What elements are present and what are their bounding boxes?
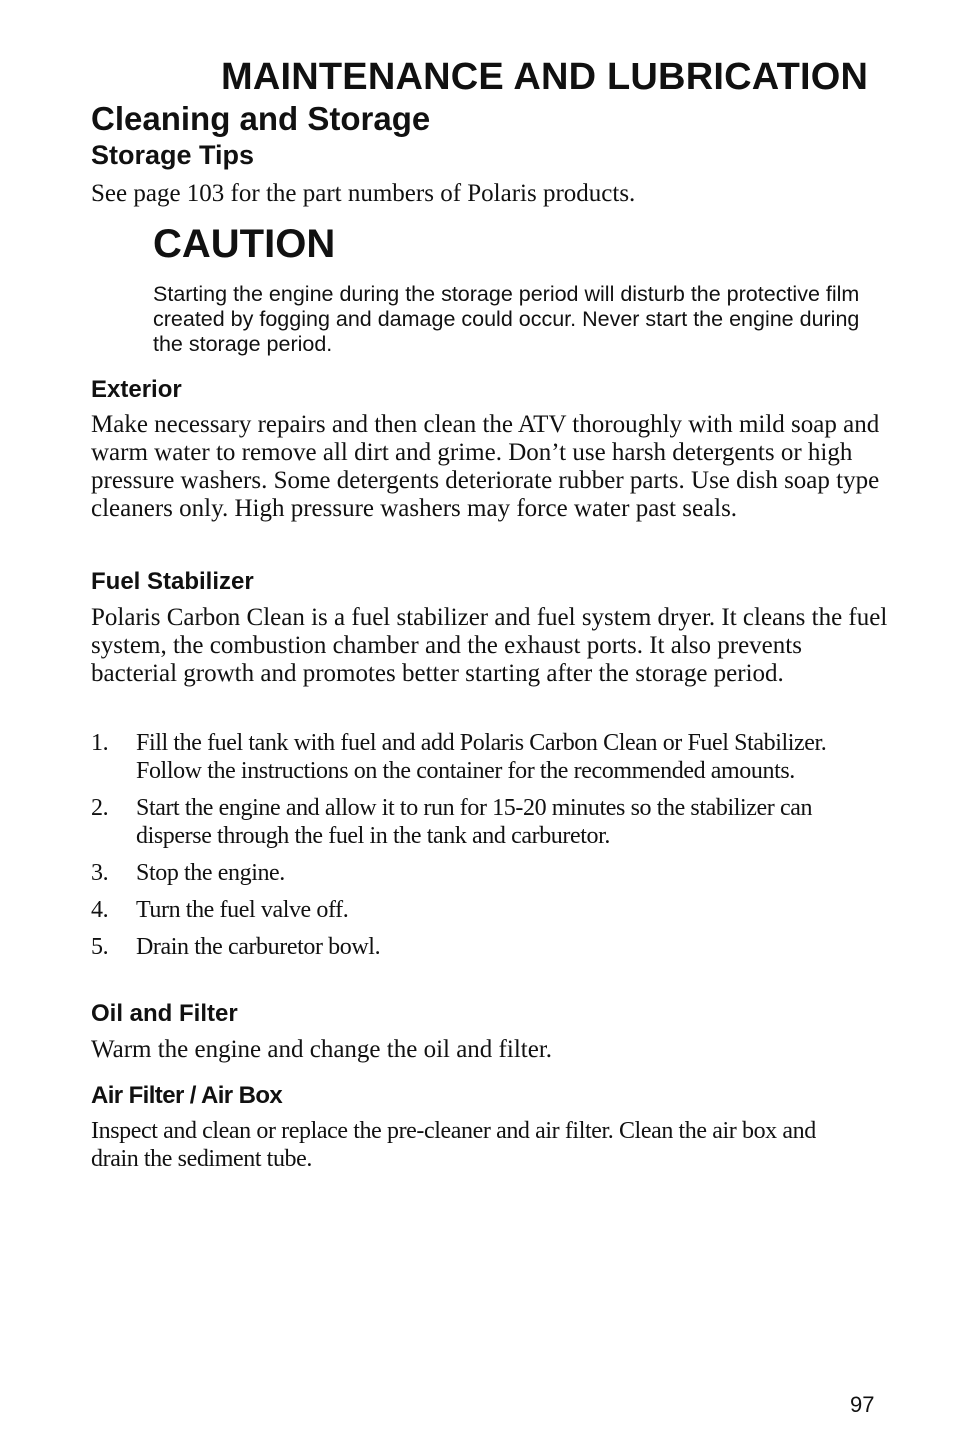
step-number: 5. — [91, 934, 109, 960]
oil-filter-heading: Oil and Filter — [91, 1000, 238, 1027]
step-text: Turn the fuel valve off. — [136, 897, 349, 923]
step-number: 3. — [91, 860, 109, 886]
fuel-stabilizer-steps — [91, 729, 881, 970]
list-item — [91, 896, 881, 924]
fuel-stabilizer-heading: Fuel Stabilizer — [91, 568, 254, 595]
air-filter-heading: Air Filter / Air Box — [91, 1082, 283, 1109]
air-filter-paragraph: Inspect and clean or replace the pre-cleaner and air filter. Clean the air box and drain the sediment tube. — [91, 1118, 816, 1172]
exterior-heading: Exterior — [91, 376, 182, 403]
caution-title: CAUTION — [153, 222, 336, 266]
step-text: Fill the fuel tank with fuel and add Polaris Carbon Clean or Fuel Stabilizer. Follow the instructions on the container for the recommended amounts. — [136, 730, 827, 784]
list-item — [91, 729, 881, 785]
intro-paragraph: See page 103 for the part numbers of Polaris products. — [91, 180, 636, 207]
step-text: Start the engine and allow it to run for 15-20 minutes so the stabilizer can disperse through the fuel in the tank and carburetor. — [136, 795, 813, 849]
subsection-heading: Storage Tips — [91, 140, 255, 170]
oil-filter-paragraph: Warm the engine and change the oil and filter. — [91, 1036, 553, 1063]
step-number: 4. — [91, 897, 109, 923]
list-item — [91, 794, 881, 850]
caution-text: Starting the engine during the storage period will disturb the protective film created by fogging and damage could occur. Never start the engine during the storage period. — [153, 282, 860, 356]
section-heading: Cleaning and Storage — [91, 100, 431, 137]
step-number: 1. — [91, 730, 109, 756]
page-title: MAINTENANCE AND LUBRICATION — [221, 56, 869, 98]
step-number: 2. — [91, 795, 109, 821]
exterior-paragraph: Make necessary repairs and then clean the ATV thoroughly with mild soap and warm water to remove all dirt and grime. Don’t use harsh detergents or high pressure washers. Some detergents deteriorate rubber parts. Use dish soap type cleaners only. High pressure washers may force water past seals. — [91, 411, 880, 522]
list-item — [91, 933, 881, 961]
fuel-stabilizer-paragraph: Polaris Carbon Clean is a fuel stabilizer and fuel system dryer. It cleans the fuel system, the combustion chamber and the exhaust ports. It also prevents bacterial growth and promotes better starting after the storage period. — [91, 604, 888, 687]
step-text: Drain the carburetor bowl. — [136, 934, 381, 960]
page-number: 97 — [850, 1392, 875, 1417]
step-text: Stop the engine. — [136, 860, 285, 886]
list-item — [91, 859, 881, 887]
